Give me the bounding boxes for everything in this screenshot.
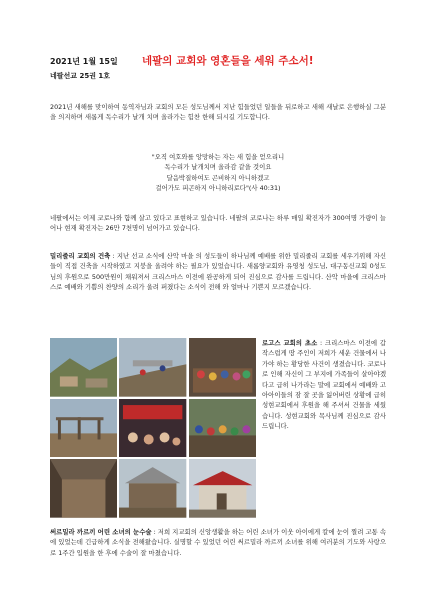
church-loss-text: : 크리스마스 이전에 갑작스럽게 땅 주인이 저희가 세운 건물에서 나가야 하는 황당한 사건이 생겼습니다. 코로나로 인해 자신이 그 부지에 가족들이 살아야겠다고 급히 나가라는 말에 교회에서 예배와 고아아이들의 잠 잘 곳을 잃어버린 상황에 급히 성현교회에서 후원을 해 주셔서 건물을 세웠습니다. 성현교회와 목사님께 진심으로 감사드립니다. <box>262 339 386 431</box>
photo-red-roof-house <box>189 459 256 518</box>
photo-dirt-floor-room <box>50 459 117 518</box>
girl-surgery-text: : 저희 지교회의 신앙생활을 하는 어린 소녀가 이웃 아이에게 칼에 눈이 찔려 고통 속에 있었는데 긴급하게 소식을 전해왔습니다. 실명할 수 있었던 어린 써르밀라 까르끼 소녀를 위해 여러분의 기도와 사랑으로 1주간 입원을 한 후에 수술이 잘 마쳤습니다. <box>50 528 387 557</box>
scripture-quote <box>50 152 386 193</box>
issue-number: 네팔선교 25권 1호 <box>50 72 111 80</box>
photo-christmas-gathering <box>119 399 186 458</box>
covid-paragraph: 네팔에서는 이제 코로나와 함께 살고 있다고 표현하고 있습니다. 네팔의 코로나는 하루 매일 확진자가 300여명 가량이 늘어나 현재 확진자는 26만 7천명이 넘어가고 있습니다. <box>50 214 386 233</box>
photo-congregation-worship <box>189 338 256 397</box>
newsletter-title: 네팔의 교회와 영혼들을 세워 주소서! <box>142 55 314 67</box>
church-building-heading: 밀리줄리 교회의 건축 <box>50 252 111 260</box>
photo-construction-site <box>50 399 117 458</box>
church-loss-heading: 로고스 교회의 초소 <box>262 339 318 347</box>
quote-line: 달음박질하여도 곤비하지 아니하겠고 <box>166 173 270 182</box>
photo-workers-roof <box>119 338 186 397</box>
quote-line: 걸어가도 피곤하지 아니하리로다"(사 40:31) <box>155 183 281 192</box>
church-loss-paragraph <box>262 338 386 432</box>
church-building-paragraph <box>50 251 386 293</box>
church-building-text: : 지난 선교 소식에 산악 마을 의 성도들이 하나님께 예배를 위한 밀리줄리 교회를 세우기위해 자신들이 직접 건축을 시작하였고 지붕을 올려야 하는 필요가 있었습니다. 새롬양교회와 유영청 성도님, 대구동신교회 0성도님의 후원으로 500만원이 채워져서 크리스마스 이전에 완공하게 되어 진심으로 감사를 드립니다. 산악 마을에 크리스마스로 예배와 기쁨의 찬양의 소리가 울려 퍼졌다는 소식이 전해 와 얼마나 기쁜지 모르겠습니다. <box>50 252 386 292</box>
girl-surgery-heading: 써르밀라 까르끼 어린 소녀의 눈수술 <box>50 528 152 536</box>
quote-line: 독수리가 날개치며 올라감 같을 것이요 <box>164 163 272 172</box>
newsletter-date: 2021년 1월 15일 <box>50 57 118 66</box>
photo-tin-roof-frame <box>119 459 186 518</box>
photo-collage <box>50 338 256 518</box>
quote-line: "오직 여호와를 앙망하는 자는 새 힘을 얻으리니 <box>151 153 285 161</box>
intro-paragraph: 2021년 새해를 맞이하여 동역자님과 교회의 모든 성도님께서 지난 힘들었던 일들을 뒤로하고 새해 새날로 은행하실 그분을 의지하며 새롭게 독수리가 날개 치며 올라가는 힘찬 한해 되시길 기도합니다. <box>50 103 386 122</box>
photo-group-outdoor <box>189 399 256 458</box>
girl-surgery-paragraph <box>50 527 386 558</box>
photo-mountain-village <box>50 338 117 397</box>
